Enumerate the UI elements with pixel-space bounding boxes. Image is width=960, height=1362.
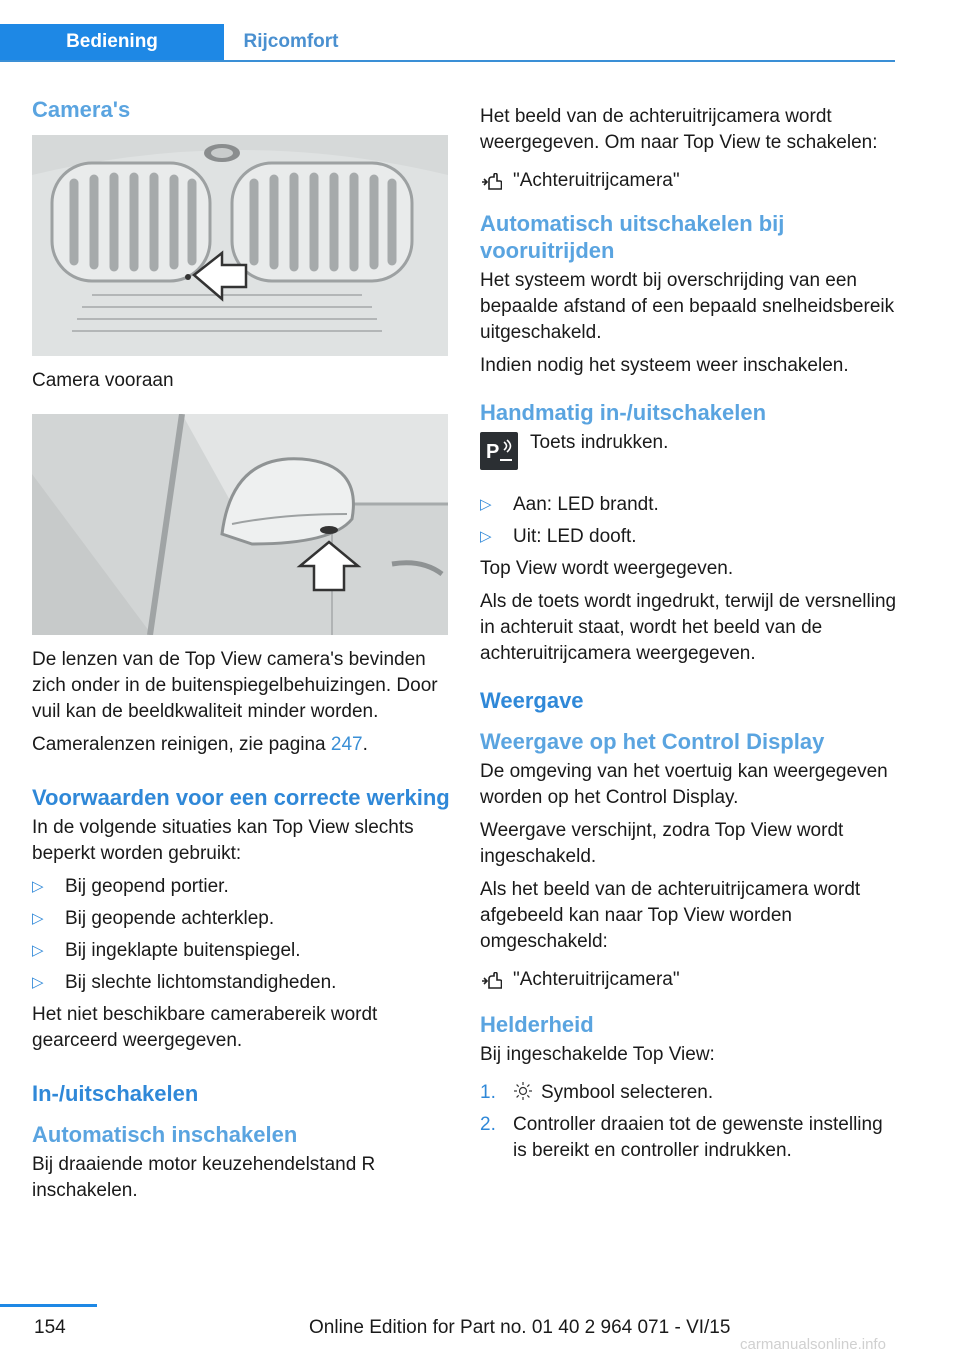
triangle-bullet-icon: ▷: [480, 528, 492, 545]
menu-item-rear-camera: "Achteruitrijcamera": [513, 969, 680, 990]
heading-switch-on-off: In-/uitschakelen: [32, 1081, 199, 1106]
page-link-247[interactable]: 247: [330, 734, 363, 755]
section-title-cameras: Camera's: [32, 97, 131, 122]
heading-conditions: Voorwaarden voor een correcte werking: [32, 785, 450, 810]
control-text-2: Weergave verschijnt, zodra Top View wordt ingeschakeld.: [480, 820, 844, 867]
controller-hand-icon: [480, 972, 502, 990]
list-item-text: Bij ingeklapte buitenspiegel.: [65, 940, 301, 961]
conditions-intro: In de volgende situaties kan Top View slechts beperkt worden gebruikt:: [32, 817, 414, 864]
list-item: [32, 874, 452, 900]
heading-brightness: Helderheid: [480, 1012, 594, 1037]
conditions-list: [32, 874, 452, 996]
list-item-text: Bij geopende achterklep.: [65, 908, 275, 929]
tab-bediening[interactable]: Bediening: [0, 24, 224, 60]
brightness-intro: Bij ingeschakelde Top View:: [480, 1044, 715, 1065]
left-column: [32, 96, 452, 1211]
list-item: [480, 1112, 900, 1164]
menu-path-rear-camera-2: [480, 967, 900, 993]
page-number: 154: [34, 1317, 66, 1338]
list-item: [32, 970, 452, 996]
menu-item-rear-camera: "Achteruitrijcamera": [513, 170, 680, 191]
list-item-text: Bij slechte lichtomstandigheden.: [65, 972, 337, 993]
svg-text:P: P: [486, 441, 500, 463]
list-item: [480, 524, 900, 550]
list-item: [480, 492, 900, 518]
menu-path-rear-camera: [480, 168, 900, 194]
list-item: [32, 938, 452, 964]
led-list: [480, 492, 900, 550]
step-number: 1.: [480, 1082, 496, 1103]
press-button-row: [480, 430, 900, 478]
auto-off-text-1: Het systeem wordt bij overschrijding van een bepaalde afstand of een bepaald snelheidsbereik uitgeschakeld.: [480, 270, 895, 343]
triangle-bullet-icon: ▷: [480, 496, 492, 513]
tab-rijcomfort[interactable]: Rijcomfort: [243, 31, 339, 52]
triangle-bullet-icon: ▷: [32, 910, 44, 927]
caption-front-camera: Camera vooraan: [32, 370, 174, 391]
control-text-3: Als het beeld van de achteruitrijcamera wordt afgebeeld kan naar Top View worden omgeschakeld:: [480, 879, 861, 952]
right-column: [480, 104, 900, 1170]
side-mirror-image: [32, 414, 448, 635]
heading-manual-switch: Handmatig in-/uitschakelen: [480, 400, 767, 425]
triangle-bullet-icon: ▷: [32, 942, 44, 959]
lens-cleaning-text: [32, 732, 452, 758]
step-text: Controller draaien tot de gewenste instelling is bereikt en controller indrukken.: [513, 1114, 883, 1161]
lens-location-text: De lenzen van de Top View camera's bevinden zich onder in de buitenspiegelbehuizingen. Door vuil kan de beeldkwaliteit minder worden.: [32, 649, 438, 722]
lens-cleaning-label: Cameralenzen reinigen, zie pagina: [32, 734, 331, 755]
list-item-text: Bij geopend portier.: [65, 876, 229, 897]
park-assist-button-icon: [480, 432, 518, 470]
triangle-bullet-icon: ▷: [32, 878, 44, 895]
list-item: [32, 906, 452, 932]
heading-auto-on: Automatisch inschakelen: [32, 1122, 298, 1147]
list-item-text: Uit: LED dooft.: [513, 526, 637, 547]
chapter-tabs: [0, 24, 895, 62]
step-number: 2.: [480, 1114, 496, 1135]
lens-cleaning-end: .: [362, 734, 368, 755]
manual-text-2: Als de toets wordt ingedrukt, terwijl de versnelling in achteruit staat, wordt het beeld van de achteruitrijcamera weergegeven.: [480, 591, 897, 664]
step-text: Symbool selecteren.: [541, 1082, 714, 1103]
watermark: carmanualsonline.info: [740, 1336, 886, 1353]
front-grille-image: [32, 135, 448, 356]
heading-auto-off: Automatisch uitschakelen bij vooruitrijden: [480, 211, 785, 263]
auto-off-text-2: Indien nodig het systeem weer inschakelen.: [480, 355, 849, 376]
hatched-area-text: Het niet beschikbare camerabereik wordt gearceerd weergegeven.: [32, 1004, 378, 1051]
manual-text-1: Top View wordt weergegeven.: [480, 558, 734, 579]
rear-camera-intro: Het beeld van de achteruitrijcamera wordt weergegeven. Om naar Top View te schakelen:: [480, 106, 878, 153]
heading-display: Weergave: [480, 688, 584, 713]
heading-control-display: Weergave op het Control Display: [480, 729, 825, 754]
list-item-text: Aan: LED brandt.: [513, 494, 659, 515]
brightness-steps: [480, 1080, 900, 1164]
list-item: [480, 1080, 900, 1106]
controller-hand-icon: [480, 173, 502, 191]
press-button-text: Toets indrukken.: [530, 432, 669, 453]
footer-rule: [0, 1304, 97, 1307]
front-camera-illustration: [32, 135, 448, 356]
control-text-1: De omgeving van het voertuig kan weergegeven worden op het Control Display.: [480, 761, 888, 808]
triangle-bullet-icon: ▷: [32, 974, 44, 991]
mirror-camera-illustration: [32, 414, 448, 635]
brightness-sun-icon: [513, 1081, 533, 1101]
auto-on-text: Bij draaiende motor keuzehendelstand R inschakelen.: [32, 1154, 376, 1201]
edition-info: Online Edition for Part no. 01 40 2 964 071 - VI/15: [309, 1317, 731, 1338]
